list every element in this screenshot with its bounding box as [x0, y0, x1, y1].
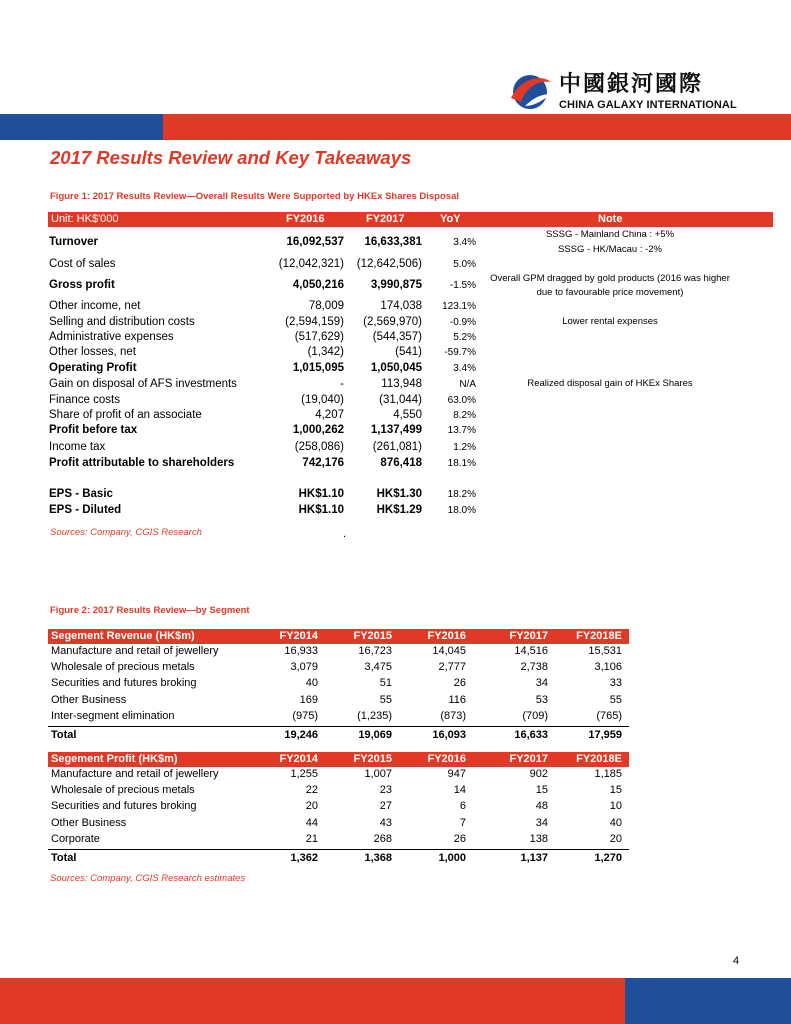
revenue-row-value: 26	[453, 677, 466, 690]
profit-header-cell: FY2018E	[576, 753, 622, 765]
profit-row-value: 40	[609, 816, 622, 829]
row-fy2017: (544,357)	[372, 331, 422, 343]
page-title: 2017 Results Review and Key Takeaways	[50, 147, 412, 168]
figure1-source: Sources: Company, CGIS Research	[50, 527, 202, 538]
profit-row-value: 20	[609, 832, 622, 845]
row-fy2017: (2,569,970)	[363, 316, 422, 328]
profit-row-label: Corporate	[51, 832, 100, 845]
row-yoy: -1.5%	[449, 280, 476, 291]
revenue-row-value: 34	[535, 677, 548, 690]
revenue-row-value: (1,235)	[357, 709, 392, 722]
row-fy2017: 3,990,875	[370, 279, 422, 291]
revenue-row-value: 16,933	[284, 645, 318, 657]
row-label: Gross profit	[49, 279, 115, 291]
row-fy2017: 113,948	[381, 378, 422, 390]
row-fy2017: 174,038	[380, 300, 422, 312]
revenue-row-value: 3,106	[594, 661, 622, 674]
profit-row-value: 947	[447, 768, 466, 780]
revenue-row-value: 55	[609, 693, 622, 706]
profit-row-value: 22	[305, 784, 318, 797]
row-fy2017: HK$1.29	[376, 504, 422, 516]
profit-header-row	[48, 752, 629, 767]
header-note: Note	[598, 213, 623, 225]
row-label: Other income, net	[49, 300, 141, 312]
row-yoy: 18.2%	[447, 489, 476, 500]
row-yoy: -59.7%	[444, 347, 476, 358]
figure2-caption: Figure 2: 2017 Results Review—by Segment	[50, 605, 250, 616]
note-rental: Lower rental expenses	[562, 316, 658, 327]
revenue-row-value: 3,475	[364, 661, 392, 674]
profit-row-value: 15	[535, 784, 548, 797]
row-label: Share of profit of an associate	[49, 409, 202, 421]
revenue-row-value: (873)	[440, 709, 466, 722]
logo-english-text: CHINA GALAXY INTERNATIONAL	[559, 99, 737, 111]
profit-row-value: 27	[379, 800, 392, 813]
revenue-row-value: 14,516	[514, 645, 548, 657]
profit-row-value: 43	[379, 816, 392, 829]
profit-row-value: 26	[453, 832, 466, 845]
profit-total-rule	[48, 849, 629, 850]
row-label: Operating Profit	[49, 362, 137, 374]
profit-row-value: 15	[609, 784, 622, 797]
row-label: Cost of sales	[49, 258, 116, 270]
row-fy2016: (517,629)	[294, 331, 344, 343]
row-yoy: 3.4%	[453, 237, 476, 248]
revenue-row-value: 53	[535, 693, 548, 706]
row-yoy: 13.7%	[447, 425, 476, 436]
profit-row-value: 23	[379, 784, 392, 797]
profit-row-value: 21	[305, 832, 318, 845]
profit-row-label: Manufacture and retail of jewellery	[51, 768, 219, 780]
row-fy2017: (541)	[395, 346, 422, 358]
revenue-header-cell: FY2017	[509, 630, 548, 642]
profit-row-value: 138	[529, 832, 548, 845]
header-bar-blue	[0, 114, 163, 140]
revenue-row-value: 15,531	[588, 645, 622, 657]
revenue-row-value: 55	[379, 693, 392, 706]
profit-row-value: 1,185	[594, 768, 622, 780]
row-fy2017: HK$1.30	[376, 488, 422, 500]
header-yoy: YoY	[440, 213, 461, 225]
revenue-row-value: 2,738	[520, 661, 548, 674]
revenue-row-label: Other Business	[51, 693, 127, 706]
row-fy2017: (31,044)	[379, 394, 422, 406]
revenue-row-value: (975)	[292, 709, 318, 722]
row-fy2017: 16,633,381	[364, 236, 422, 248]
revenue-row-label: Securities and futures broking	[51, 677, 197, 690]
row-fy2017: 1,137,499	[370, 424, 422, 436]
row-fy2016: (258,086)	[294, 441, 344, 453]
revenue-row-value: 3,079	[290, 661, 318, 674]
profit-row-value: 34	[535, 816, 548, 829]
row-fy2017: 876,418	[380, 457, 422, 469]
row-yoy: 18.0%	[447, 505, 476, 516]
revenue-row-value: 51	[379, 677, 392, 690]
row-yoy: 123.1%	[442, 301, 476, 312]
row-label: Other losses, net	[49, 346, 136, 358]
row-fy2016: HK$1.10	[298, 488, 344, 500]
revenue-header-cell: FY2016	[427, 630, 466, 642]
revenue-header-cell: FY2018E	[576, 630, 622, 642]
row-fy2016: 1,015,095	[292, 362, 344, 374]
footer-bar-blue	[625, 978, 791, 1024]
revenue-row-label: Inter-segment elimination	[51, 709, 175, 722]
header-bar-red	[163, 114, 791, 140]
row-fy2016: (2,594,159)	[285, 316, 344, 328]
row-fy2016: 1,000,262	[292, 424, 344, 436]
profit-row-value: 902	[529, 768, 548, 780]
row-label: Profit attributable to shareholders	[49, 457, 235, 469]
profit-row-value: 10	[609, 800, 622, 813]
profit-row-value: 44	[305, 816, 318, 829]
profit-row-value: 48	[535, 800, 548, 813]
row-fy2016: (19,040)	[301, 394, 344, 406]
profit-row-value: 6	[459, 800, 466, 813]
row-fy2016: HK$1.10	[298, 504, 344, 516]
revenue-row-label: Manufacture and retail of jewellery	[51, 645, 219, 657]
revenue-total-value: 16,093	[432, 729, 466, 741]
row-fy2016: 742,176	[302, 457, 344, 469]
note-gpm: Overall GPM dragged by gold products (2016 was higher due to favourable price movement)	[490, 273, 730, 298]
row-yoy: -0.9%	[449, 317, 476, 328]
row-fy2016: 16,092,537	[286, 236, 344, 248]
profit-row-value: 20	[305, 800, 318, 813]
profit-header-cell: FY2016	[427, 753, 466, 765]
revenue-row-label: Wholesale of precious metals	[51, 661, 195, 674]
revenue-row-value: 14,045	[432, 645, 466, 657]
revenue-total-value: 17,959	[588, 729, 622, 741]
profit-row-label: Other Business	[51, 816, 127, 829]
profit-row-label: Wholesale of precious metals	[51, 784, 195, 797]
revenue-row-value: (765)	[596, 709, 622, 722]
profit-total-value: 1,362	[290, 852, 318, 864]
header-fy2016: FY2016	[286, 213, 325, 225]
stray-mark: .	[343, 528, 347, 540]
revenue-row-value: 169	[299, 693, 318, 706]
row-label: EPS - Basic	[49, 488, 113, 500]
page-number: 4	[733, 955, 740, 967]
profit-header-cell: FY2014	[279, 753, 318, 765]
figure2-source: Sources: Company, CGIS Research estimates	[50, 873, 246, 884]
row-fy2016: 78,009	[308, 300, 344, 312]
row-label: Administrative expenses	[49, 331, 174, 343]
row-fy2017: (12,642,506)	[356, 258, 422, 270]
row-fy2016: 4,050,216	[292, 279, 344, 291]
header-fy2017: FY2017	[366, 213, 405, 225]
revenue-row-value: 2,777	[438, 661, 466, 674]
revenue-row-value: 16,723	[358, 645, 392, 657]
row-fy2017: 4,550	[393, 409, 422, 421]
galaxy-logo-icon	[507, 72, 553, 112]
figure1-header-row	[48, 212, 773, 227]
profit-row-value: 1,007	[364, 768, 392, 780]
figure1-caption: Figure 1: 2017 Results Review—Overall Results Were Supported by HKEx Shares Disposal	[50, 191, 459, 202]
note-disposal: Realized disposal gain of HKEx Shares	[527, 378, 693, 389]
row-yoy: 5.2%	[453, 332, 476, 343]
row-label: Gain on disposal of AFS investments	[49, 378, 237, 390]
profit-row-label: Securities and futures broking	[51, 800, 197, 813]
profit-row-value: 268	[373, 832, 392, 845]
company-logo	[507, 72, 737, 112]
row-yoy: 1.2%	[453, 442, 476, 453]
row-label: Turnover	[49, 236, 98, 248]
revenue-row-value: 40	[305, 677, 318, 690]
row-fy2016: (12,042,321)	[278, 258, 344, 270]
revenue-total-label: Total	[51, 729, 77, 741]
header-unit: Unit: HK$'000	[51, 213, 119, 225]
profit-header-cell: FY2015	[353, 753, 392, 765]
profit-row-value: 14	[453, 784, 466, 797]
row-fy2016: -	[340, 378, 344, 390]
profit-total-value: 1,270	[594, 852, 622, 864]
row-yoy: 18.1%	[447, 458, 476, 469]
revenue-row-value: (709)	[522, 709, 548, 722]
revenue-header-row	[48, 629, 629, 644]
row-yoy: N/A	[459, 379, 476, 390]
profit-total-label: Total	[51, 852, 77, 864]
row-label: Income tax	[49, 441, 106, 453]
row-fy2016: (1,342)	[307, 346, 344, 358]
revenue-row-value: 116	[448, 693, 466, 706]
logo-chinese-text: 中國銀河國際	[559, 72, 704, 97]
revenue-row-value: 33	[609, 677, 622, 690]
revenue-header-cell: FY2014	[279, 630, 318, 642]
revenue-header-cell: Segement Revenue (HK$m)	[51, 630, 195, 642]
profit-header-cell: FY2017	[509, 753, 548, 765]
footer-bar-red	[0, 978, 625, 1024]
row-fy2016: 4,207	[315, 409, 344, 421]
profit-total-value: 1,368	[364, 852, 392, 864]
note-sssg-mainland: SSSG - Mainland China : +5%	[545, 229, 675, 240]
profit-total-value: 1,137	[520, 852, 548, 864]
revenue-total-value: 19,246	[284, 729, 318, 741]
profit-row-value: 7	[459, 816, 466, 829]
row-label: Profit before tax	[49, 424, 138, 436]
row-yoy: 5.0%	[453, 259, 476, 270]
revenue-total-value: 16,633	[514, 729, 548, 741]
profit-header-cell: Segement Profit (HK$m)	[51, 753, 178, 765]
revenue-header-cell: FY2015	[353, 630, 392, 642]
row-label: EPS - Diluted	[49, 504, 122, 516]
row-yoy: 63.0%	[447, 395, 476, 406]
row-yoy: 3.4%	[453, 363, 476, 374]
row-label: Finance costs	[49, 394, 120, 406]
row-yoy: 8.2%	[453, 410, 476, 421]
profit-row-value: 1,255	[290, 768, 318, 780]
row-label: Selling and distribution costs	[49, 316, 195, 328]
profit-total-value: 1,000	[438, 852, 466, 864]
row-fy2017: (261,081)	[372, 441, 422, 453]
note-sssg-hk: SSSG - HK/Macau : -2%	[557, 244, 662, 255]
revenue-total-value: 19,069	[358, 729, 392, 741]
row-fy2017: 1,050,045	[370, 362, 422, 374]
revenue-total-rule	[48, 726, 629, 727]
